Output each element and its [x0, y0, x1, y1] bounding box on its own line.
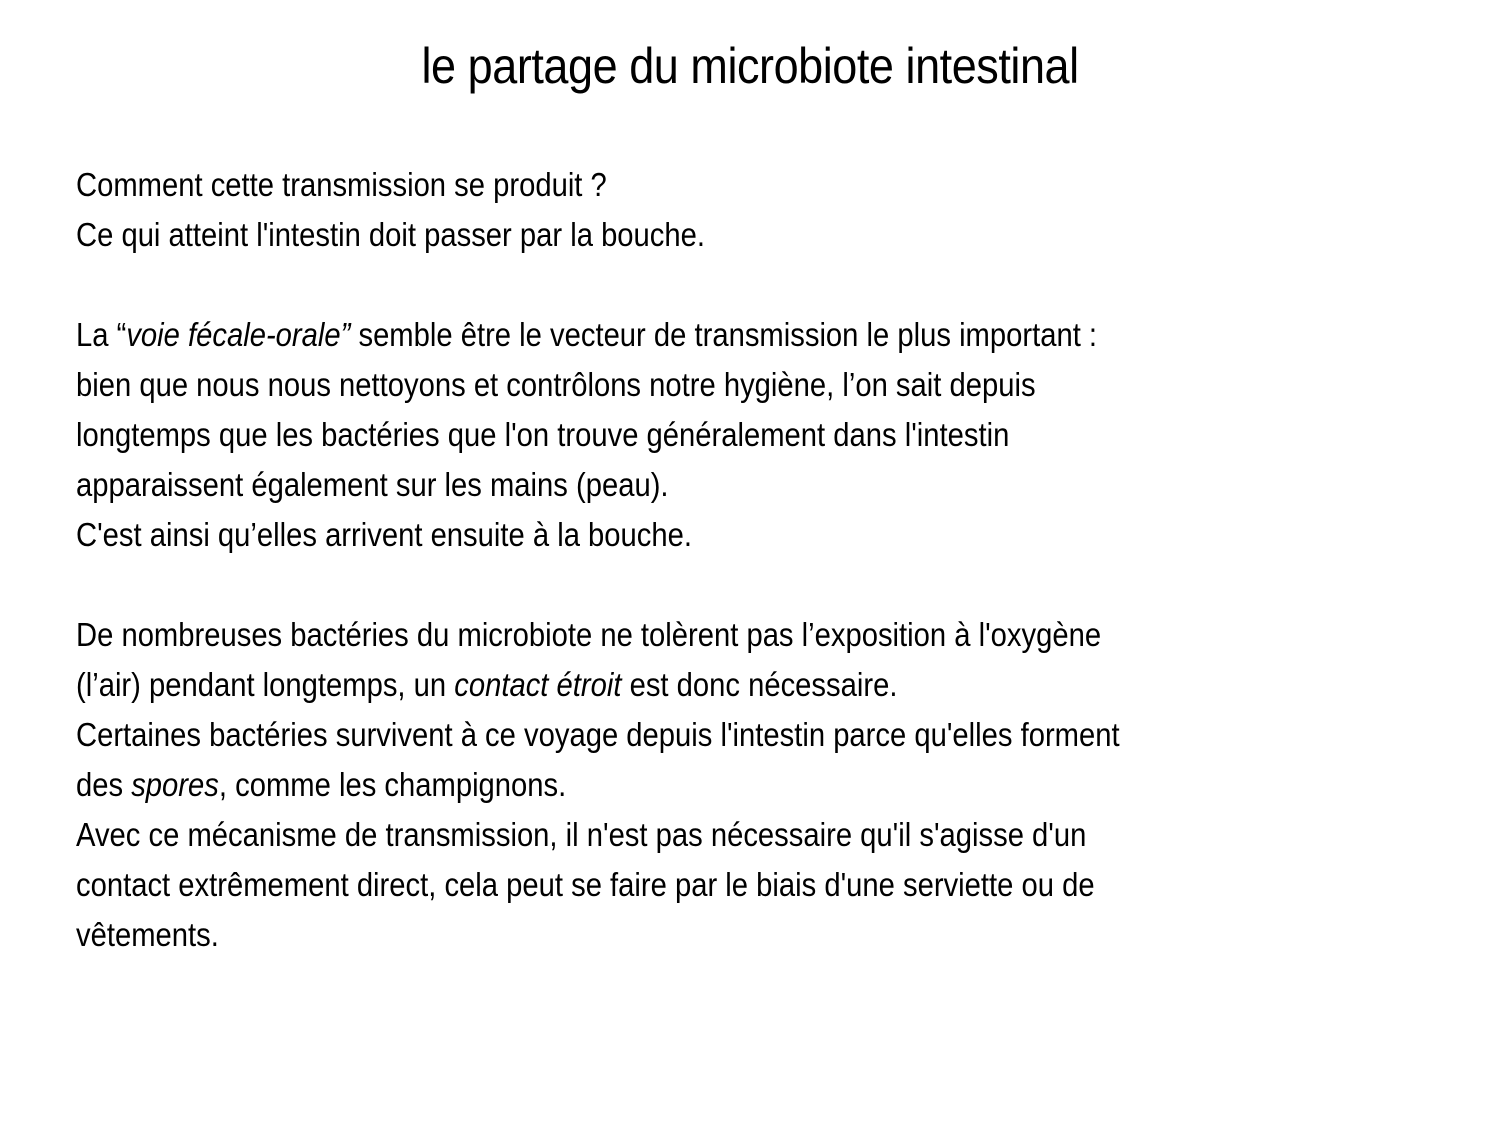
text-run: Ce qui atteint l'intestin doit passer par la bouche.	[76, 216, 705, 253]
body-line	[76, 610, 1315, 660]
text-run: est donc nécessaire.	[621, 666, 898, 703]
text-run: bien que nous nous nettoyons et contrôlons notre hygiène, l’on sait depuis	[76, 366, 1036, 403]
body-line	[76, 660, 1315, 710]
text-run: des	[76, 766, 132, 803]
body-line	[76, 160, 1315, 210]
text-run: Avec ce mécanisme de transmission, il n'est pas nécessaire qu'il s'agisse d'un	[76, 816, 1087, 853]
text-run: vêtements.	[76, 916, 219, 953]
text-run: La “	[76, 316, 127, 353]
body-line	[76, 860, 1315, 910]
paragraph-spacer	[76, 260, 1315, 310]
body-line	[76, 810, 1315, 860]
italic-term-contact-etroit: contact étroit	[454, 666, 622, 703]
text-run: Comment cette transmission se produit ?	[76, 166, 607, 203]
text-run: contact extrêmement direct, cela peut se faire par le biais d'une serviette ou de	[76, 866, 1095, 903]
body-line	[76, 210, 1315, 260]
slide-title	[0, 28, 1500, 104]
text-run: C'est ainsi qu’elles arrivent ensuite à la bouche.	[76, 516, 692, 553]
body-line	[76, 410, 1315, 460]
text-run: , comme les champignons.	[218, 766, 567, 803]
italic-term-spores: spores	[131, 766, 219, 803]
italic-term-voie-fecale-orale: voie fécale-orale”	[126, 316, 351, 353]
body-line	[76, 510, 1315, 560]
text-run: longtemps que les bactéries que l'on trouve généralement dans l'intestin	[76, 416, 1010, 453]
text-run: apparaissent également sur les mains (peau).	[76, 466, 669, 503]
text-run: semble être le vecteur de transmission le plus important :	[350, 316, 1098, 353]
body-line	[76, 760, 1315, 810]
slide-title-text: le partage du microbiote intestinal	[421, 38, 1079, 94]
body-line	[76, 310, 1315, 360]
body-line	[76, 710, 1315, 760]
text-run: De nombreuses bactéries du microbiote ne tolèrent pas l’exposition à l'oxygène	[76, 616, 1102, 653]
body-line	[76, 460, 1315, 510]
paragraph-spacer	[76, 560, 1315, 610]
slide-body	[76, 160, 1476, 960]
body-line	[76, 910, 1315, 960]
text-run: Certaines bactéries survivent à ce voyage depuis l'intestin parce qu'elles forment	[76, 716, 1120, 753]
body-line	[76, 360, 1315, 410]
text-run: (l’air) pendant longtemps, un	[76, 666, 455, 703]
